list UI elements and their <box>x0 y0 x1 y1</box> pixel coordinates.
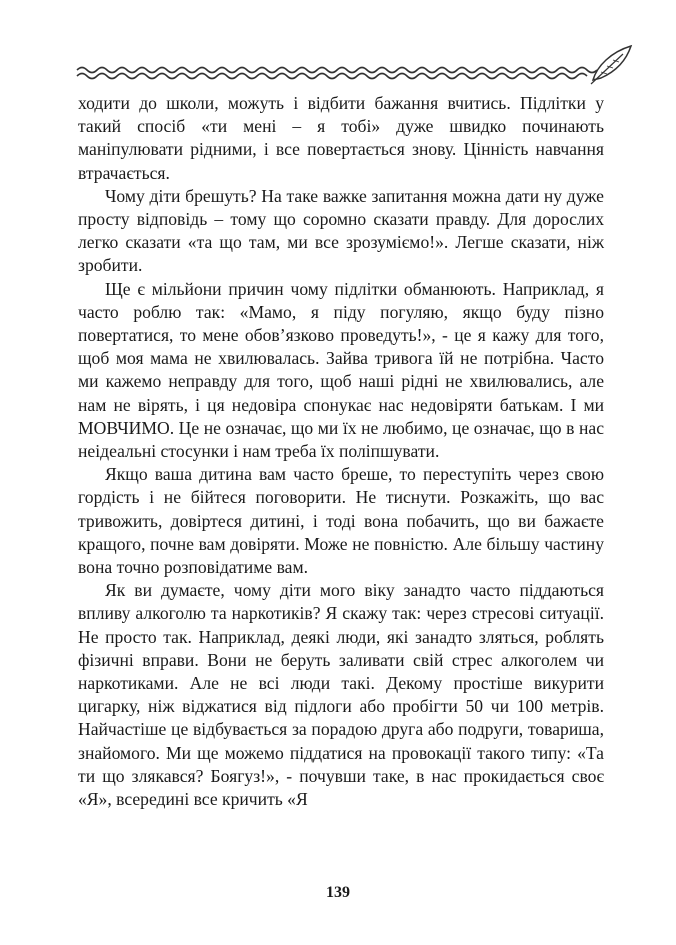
paragraph: Чому діти брешуть? На таке важке запитання можна дати ну дуже просту відповідь – тому що соромно сказати правду. Для дорослих легко сказати «та що там, ми все зрозуміємо!». Легше сказати, ніж зробити. <box>78 185 604 276</box>
paragraph: ходити до школи, можуть і відбити бажання вчитись. Підлітки у такий спосіб «ти мені – я тобі» дуже швидко починають маніпулювати рідними, і все повертається знову. Цінність навчання втрачається. <box>78 93 604 183</box>
wavy-divider-icon <box>77 68 597 79</box>
paragraph: Ще є мільйони причин чому підлітки обманюють. Наприклад, я часто роблю так: «Мамо, я піду погуляю, якщо буду пізно повертатися, то мене обов’язково проведуть!», - це я кажу для того, щоб моя мама не хвилювалась. Зайва тривога їй не потрібна. Часто ми кажемо неправду для того, щоб наші рідні не хвилювались, але нам не вірять, і ця недовіра спонукає нас недовіряти батькам. І ми МОВЧИМО. Це не означає, що ми їх не любимо, це означає, що в нас неідеальні стосунки і нам треба їх поліпшувати. <box>78 278 604 462</box>
feather-quill-icon <box>591 46 631 84</box>
paragraph: Якщо ваша дитина вам часто бреше, то переступіть через свою гордість і не бійтеся поговорити. Не тиснути. Розкажіть, що вас тривожить, довіртеся дитині, і тоді вона побачить, що ви бажаєте кращого, почне вам довіряти. Може не повністю. Але більшу частину вона точно розповідатиме вам. <box>78 464 604 578</box>
page-number: 139 <box>326 884 350 901</box>
paragraph: Як ви думаєте, чому діти мого віку занадто часто піддаються впливу алкоголю та наркотиків? Я скажу так: через стресові ситуації. Не просто так. Наприклад, деякі люди, які занадто зляться, роблять фізичні вправи. Вони не беруть заливати свій стрес алкоголем чи наркотиками. Але не всі люди такі. Декому простіше викурити цигарку, ніж віджатися від підлоги або пробігти 50 чи 100 метрів. Найчастіше це відбувається за порадою друга або подруги, товариша, знайомого. Ми ще можемо піддатися на провокації такого типу: «Та ти що злякався? Боягуз!», - почувши таке, в нас прокидається своє «Я», всередині все кричить «Я <box>78 580 604 810</box>
header-ornament <box>75 42 635 92</box>
body-text <box>78 92 604 811</box>
